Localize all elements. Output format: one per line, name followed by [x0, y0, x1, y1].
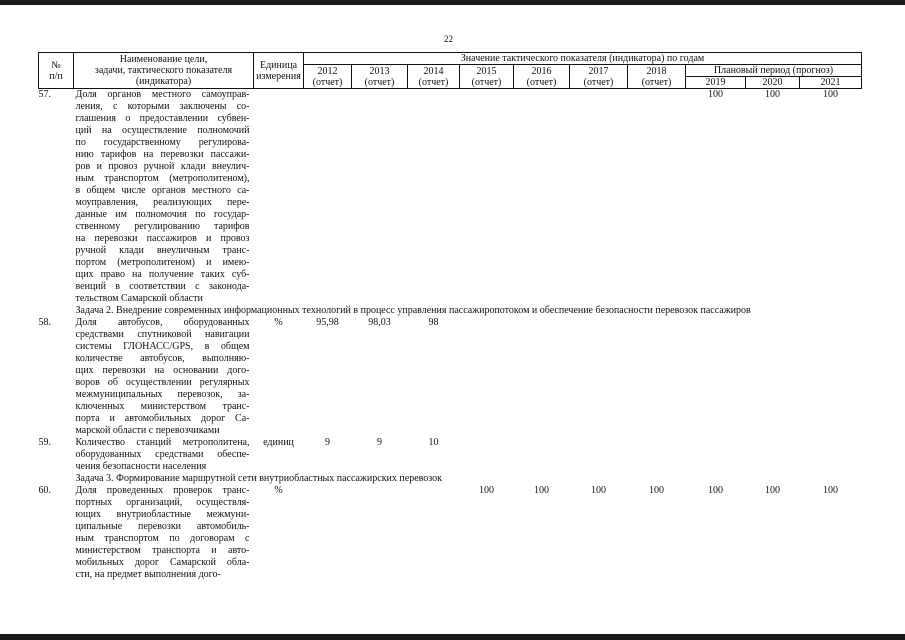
header-year: 2018 — [646, 65, 667, 77]
value-cell: 100 — [649, 485, 664, 496]
indicator-name-line: средствами спутниковой навигации — [75, 329, 250, 340]
header-year-note: (отчет) — [641, 76, 672, 88]
header-name-line-2: задачи, тактического показателя — [94, 65, 233, 76]
table-row — [39, 485, 862, 581]
value-cell — [408, 485, 460, 581]
value-cell: 100 — [708, 89, 723, 100]
value-cell: 100 — [765, 485, 780, 496]
value-cell: 100 — [823, 485, 838, 496]
task-indent — [39, 473, 74, 485]
row-number: 57. — [38, 89, 51, 100]
value-cell: 98 — [428, 317, 439, 328]
header-year-2017 — [570, 65, 628, 89]
indicator-name-line: Доля проведенных проверок транс- — [75, 485, 250, 496]
indicator-name-line: министерством транспорта и авто- — [75, 545, 250, 556]
indicator-name-line: данные им полномочия по государ- — [75, 209, 250, 220]
indicator-name-line: Доля автобусов, оборудованных — [75, 317, 250, 328]
value-cell — [746, 437, 800, 473]
indicator-name-line: ющих внутриобластные межмуни- — [75, 509, 250, 520]
table-row — [39, 89, 862, 306]
header-year-note: (отчет) — [526, 76, 557, 88]
indicator-name-line: количестве автобусов, выполняю- — [75, 353, 250, 364]
value-cell — [686, 437, 746, 473]
value-cell — [352, 485, 408, 581]
indicator-name — [74, 437, 254, 473]
indicator-name-line: Доля органов местного самоуправ- — [75, 89, 250, 100]
value-cell — [408, 89, 460, 306]
indicator-name-line: ров и провоз ручной клади внеулич- — [75, 161, 250, 172]
indicator-name-line: ственному регулированию тарифов — [75, 221, 250, 232]
indicators-table — [38, 52, 862, 581]
value-cell: 100 — [765, 89, 780, 100]
header-year: 2014 — [423, 65, 444, 77]
value-cell: 100 — [479, 485, 494, 496]
value-cell — [304, 485, 352, 581]
scan-border-top — [0, 0, 905, 5]
task-row — [39, 473, 862, 485]
indicator-name-line: портом (метрополитеном) и имею- — [75, 257, 250, 268]
value-cell — [570, 89, 628, 306]
value-cell — [628, 89, 686, 306]
indicator-name-line: марской области с перевозчиками — [75, 425, 220, 436]
indicator-name-line: оборудованных средствами обеспе- — [75, 449, 250, 460]
header-plan-year-2020: 2020 — [746, 77, 800, 89]
table-row — [39, 437, 862, 473]
unit-of-measure: % — [274, 485, 283, 496]
indicator-name — [74, 317, 254, 437]
scan-border-bottom — [0, 634, 905, 640]
unit-of-measure: единиц — [263, 437, 294, 448]
value-cell — [628, 437, 686, 473]
indicator-name — [74, 89, 254, 306]
value-cell: 100 — [823, 89, 838, 100]
indicator-name-line: ручной клади внеуличным транс- — [75, 245, 250, 256]
indicator-name-line: нию тарифов на перевозки пассажи- — [75, 149, 250, 160]
indicator-name-line: системы ГЛОНАСС/GPS, в общем — [75, 341, 250, 352]
header-year-2014 — [408, 65, 460, 89]
task-heading: Задача 3. Формирование маршрутной сети внутриобластных пассажирских перевозок — [75, 473, 443, 484]
indicator-name-line: портных организаций, осуществля- — [75, 497, 250, 508]
header-unit-col — [254, 53, 304, 89]
value-cell: 9 — [377, 437, 382, 448]
header-year-note: (отчет) — [583, 76, 614, 88]
indicator-name-line: межмуниципальных перевозок, за- — [75, 389, 250, 400]
indicator-name-line: венций в соответствии с законода- — [75, 281, 250, 292]
table-header — [39, 53, 862, 89]
value-cell: 100 — [708, 485, 723, 496]
task-row — [39, 305, 862, 317]
header-year: 2012 — [317, 65, 338, 77]
indicator-name-line: ления, с которыми заключены со- — [75, 101, 250, 112]
value-cell — [746, 317, 800, 437]
header-year-2012 — [304, 65, 352, 89]
row-number: 58. — [38, 317, 51, 328]
header-year-2016 — [514, 65, 570, 89]
header-num-line-1: № — [51, 59, 61, 71]
value-cell: 100 — [534, 485, 549, 496]
header-year-note: (отчет) — [312, 76, 343, 88]
unit-of-measure: % — [274, 317, 283, 328]
value-cell: 9 — [325, 437, 330, 448]
value-cell: 95,98 — [316, 317, 339, 328]
indicator-name-line: глашения о предоставлении субвен- — [75, 113, 250, 124]
indicator-name-line: порта и автомобильных дорог Са- — [75, 413, 250, 424]
value-cell: 10 — [428, 437, 439, 448]
table-row — [39, 317, 862, 437]
header-year-note: (отчет) — [471, 76, 502, 88]
unit-of-measure — [254, 89, 304, 306]
value-cell — [570, 317, 628, 437]
header-year-2013 — [352, 65, 408, 89]
indicator-name-line: ключенных министерством транс- — [75, 401, 250, 412]
indicator-name-line: мобильных дорог Самарской обла- — [75, 557, 250, 568]
value-cell — [460, 317, 514, 437]
header-year: 2013 — [369, 65, 390, 77]
indicator-name-line: по государственному регулирова- — [75, 137, 250, 148]
value-cell — [352, 89, 408, 306]
indicator-name-line: щих перевозки на основании дого- — [75, 365, 250, 376]
indicator-name-line: ций на осуществление полномочий — [75, 125, 250, 136]
header-year: 2016 — [531, 65, 552, 77]
indicator-name-line: на перевозки пассажиров и провоз — [75, 233, 250, 244]
table-body — [39, 89, 862, 582]
header-unit-line-1: Единица — [259, 59, 298, 71]
indicator-name-line: ципальные перевозки автомобиль- — [75, 521, 250, 532]
header-unit-line-2: измерения — [256, 70, 301, 82]
indicator-name-line: в общем числе органов местного са- — [75, 185, 250, 196]
header-plan-title: Плановый период (прогноз) — [686, 65, 862, 77]
indicator-name-line: Количество станций метрополитена, — [75, 437, 250, 448]
value-cell: 98,03 — [368, 317, 391, 328]
header-plan-year-2019: 2019 — [686, 77, 746, 89]
value-cell — [800, 437, 862, 473]
value-cell — [460, 89, 514, 306]
header-num-line-2: п/п — [49, 70, 63, 82]
header-year-2018 — [628, 65, 686, 89]
header-year-note: (отчет) — [364, 76, 395, 88]
header-name-col — [74, 53, 254, 89]
value-cell — [686, 317, 746, 437]
header-plan-year-2021: 2021 — [800, 77, 862, 89]
indicator-name-line: воров об осуществлении регулярных — [75, 377, 250, 388]
page-number: 22 — [444, 34, 453, 44]
header-name-line-1: Наименование цели, — [119, 54, 208, 65]
header-year: 2017 — [588, 65, 609, 77]
header-name-line-3: (индикатора) — [135, 76, 192, 87]
value-cell — [570, 437, 628, 473]
indicator-name-line: тельством Самарской области — [75, 293, 203, 304]
header-num-col — [39, 53, 74, 89]
indicator-name-line: моуправления, реализующих пере- — [75, 197, 250, 208]
task-indent — [39, 305, 74, 317]
indicator-name-line: сти, на предмет выполнения дого- — [75, 569, 221, 580]
value-cell — [514, 437, 570, 473]
header-values-title: Значение тактического показателя (индикатора) по годам — [304, 53, 862, 65]
header-year-note: (отчет) — [418, 76, 449, 88]
header-year-2015 — [460, 65, 514, 89]
value-cell — [800, 317, 862, 437]
header-year: 2015 — [476, 65, 497, 77]
value-cell — [304, 89, 352, 306]
indicator-name-line: ным транспортом (метрополитеном), — [75, 173, 250, 184]
task-heading: Задача 2. Внедрение современных информационных технологий в процесс управления пассажиропотоком и обеспечение безопасности перевозок пассажиров — [75, 305, 751, 316]
indicator-name — [74, 485, 254, 581]
value-cell — [514, 317, 570, 437]
value-cell: 100 — [591, 485, 606, 496]
indicator-name-line: ным транспортом по договорам с — [75, 533, 250, 544]
indicator-name-line: чения безопасности населения — [75, 461, 207, 472]
value-cell — [514, 89, 570, 306]
row-number: 59. — [38, 437, 51, 448]
value-cell — [460, 437, 514, 473]
row-number: 60. — [38, 485, 51, 496]
value-cell — [628, 317, 686, 437]
indicator-name-line: щих право на получение таких суб- — [75, 269, 250, 280]
